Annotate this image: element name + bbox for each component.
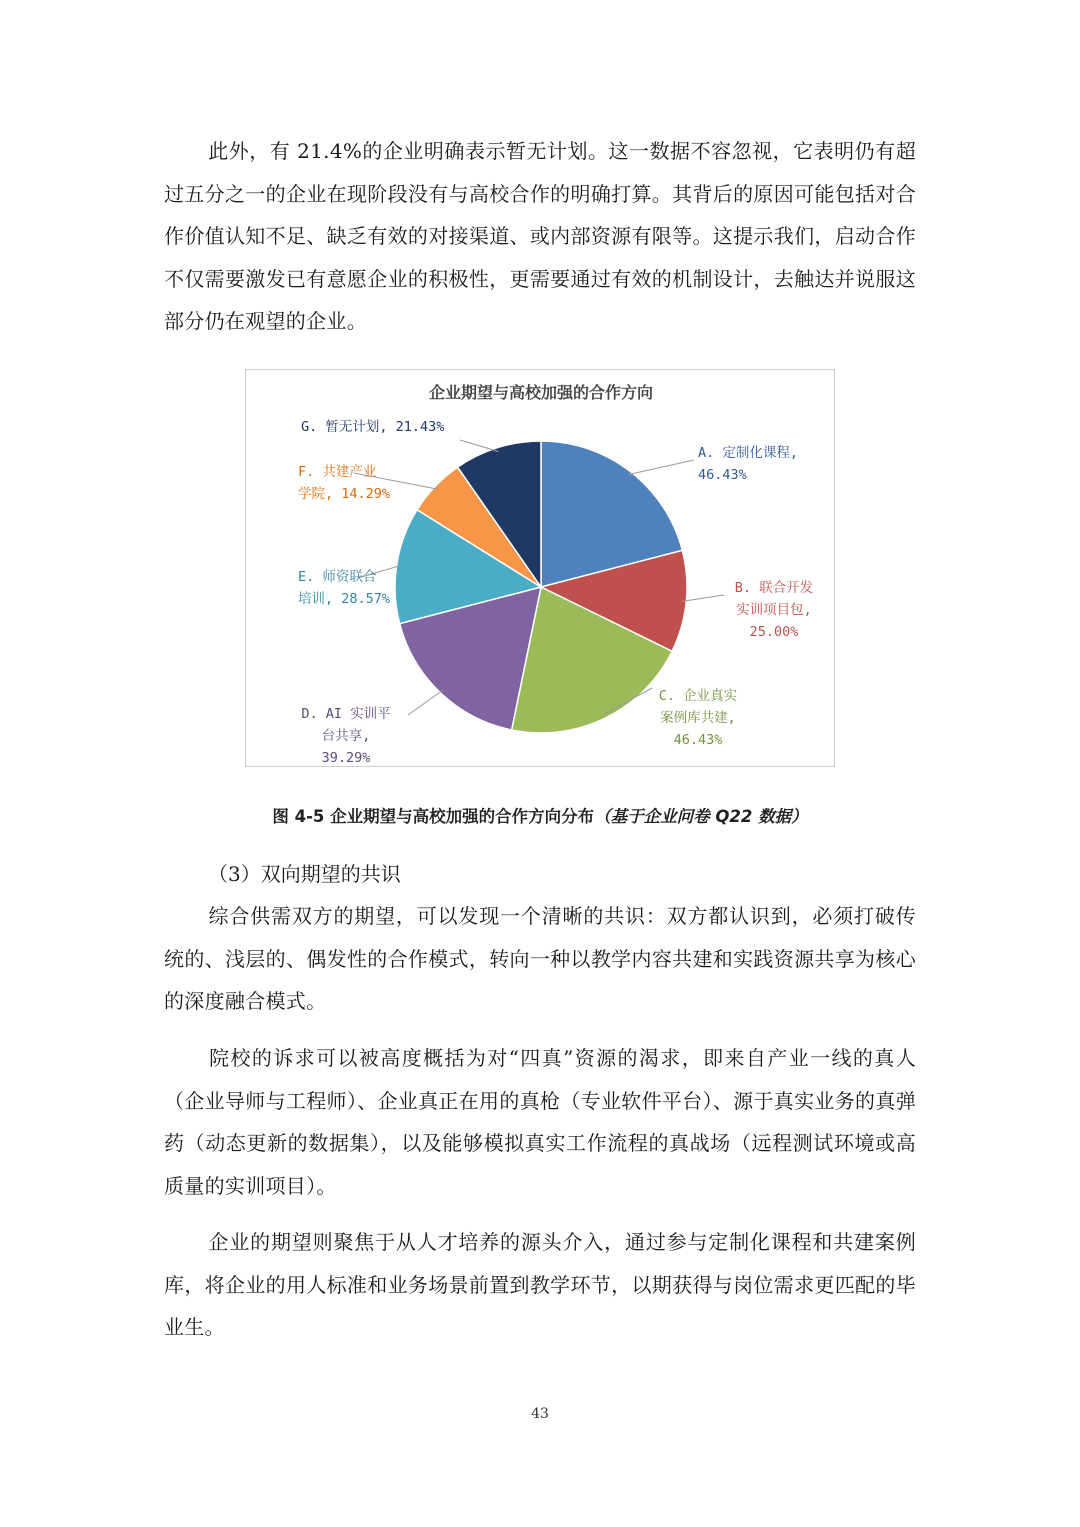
leader-line-g <box>460 440 499 452</box>
paragraph-intro: 此外，有 21.4%的企业明确表示暂无计划。这一数据不容忽视，它表明仍有超过五分之一的企业在现阶段没有与高校合作的明确打算。其背后的原因可能包括对合作价值认知不足、缺乏有效的对接渠道、或内部资源有限等。这提示我们，启动合作不仅需要激发已有意愿企业的积极性，更需要通过有效的机制设计，去触达并说服这部分仍在观望的企业。 <box>164 139 916 333</box>
section-heading: （3）双向期望的共识 <box>208 862 401 886</box>
chart-title: 企业期望与高校加强的合作方向 <box>428 383 654 402</box>
leader-line-a <box>628 460 694 475</box>
slice-label-e: E. 师资联合培训, 28.57% <box>298 569 391 607</box>
leader-line-d <box>408 690 443 715</box>
slice-label-c: C. 企业真实案例库共建, 46.43% <box>658 688 738 748</box>
paragraph-college-demands: 院校的诉求可以被高度概括为对“四真”资源的渴求，即来自产业一线的真人（企业导师与工程师）、企业真正在用的真枪（专业软件平台）、源于真实业务的真弹药（动态更新的数据集），以及能够模拟真实工作流程的真战场（远程测试环境或高质量的实训项目）。 <box>164 1046 916 1198</box>
slice-label-f: F. 共建产业学院, 14.29% <box>298 464 391 502</box>
slice-label-d: D. AI 实训平台共享, 39.29% <box>301 706 391 766</box>
slice-label-g: G. 暂无计划, 21.43% <box>301 419 445 435</box>
pie-chart <box>245 369 835 767</box>
figure-caption <box>0 803 1080 827</box>
leader-line-b <box>682 595 724 601</box>
paragraph-consensus: 综合供需双方的期望，可以发现一个清晰的共识：双方都认识到，必须打破传统的、浅层的、偶发性的合作模式，转向一种以教学内容共建和实践资源共享为核心的深度融合模式。 <box>164 904 916 1013</box>
page-number: 43 <box>531 1406 549 1422</box>
caption-main: 图 4-5 企业期望与高校加强的合作方向分布 <box>272 807 595 826</box>
paragraph-enterprise-expectations: 企业的期望则聚焦于从人才培养的源头介入，通过参与定制化课程和共建案例库，将企业的用人标准和业务场景前置到教学环节，以期获得与岗位需求更匹配的毕业生。 <box>164 1230 916 1339</box>
slice-label-b: B. 联合开发实训项目包, 25.00% <box>734 580 814 640</box>
slice-label-a: A. 定制化课程, 46.43% <box>698 445 799 483</box>
caption-note: （基于企业问卷 Q22 数据） <box>594 807 808 826</box>
